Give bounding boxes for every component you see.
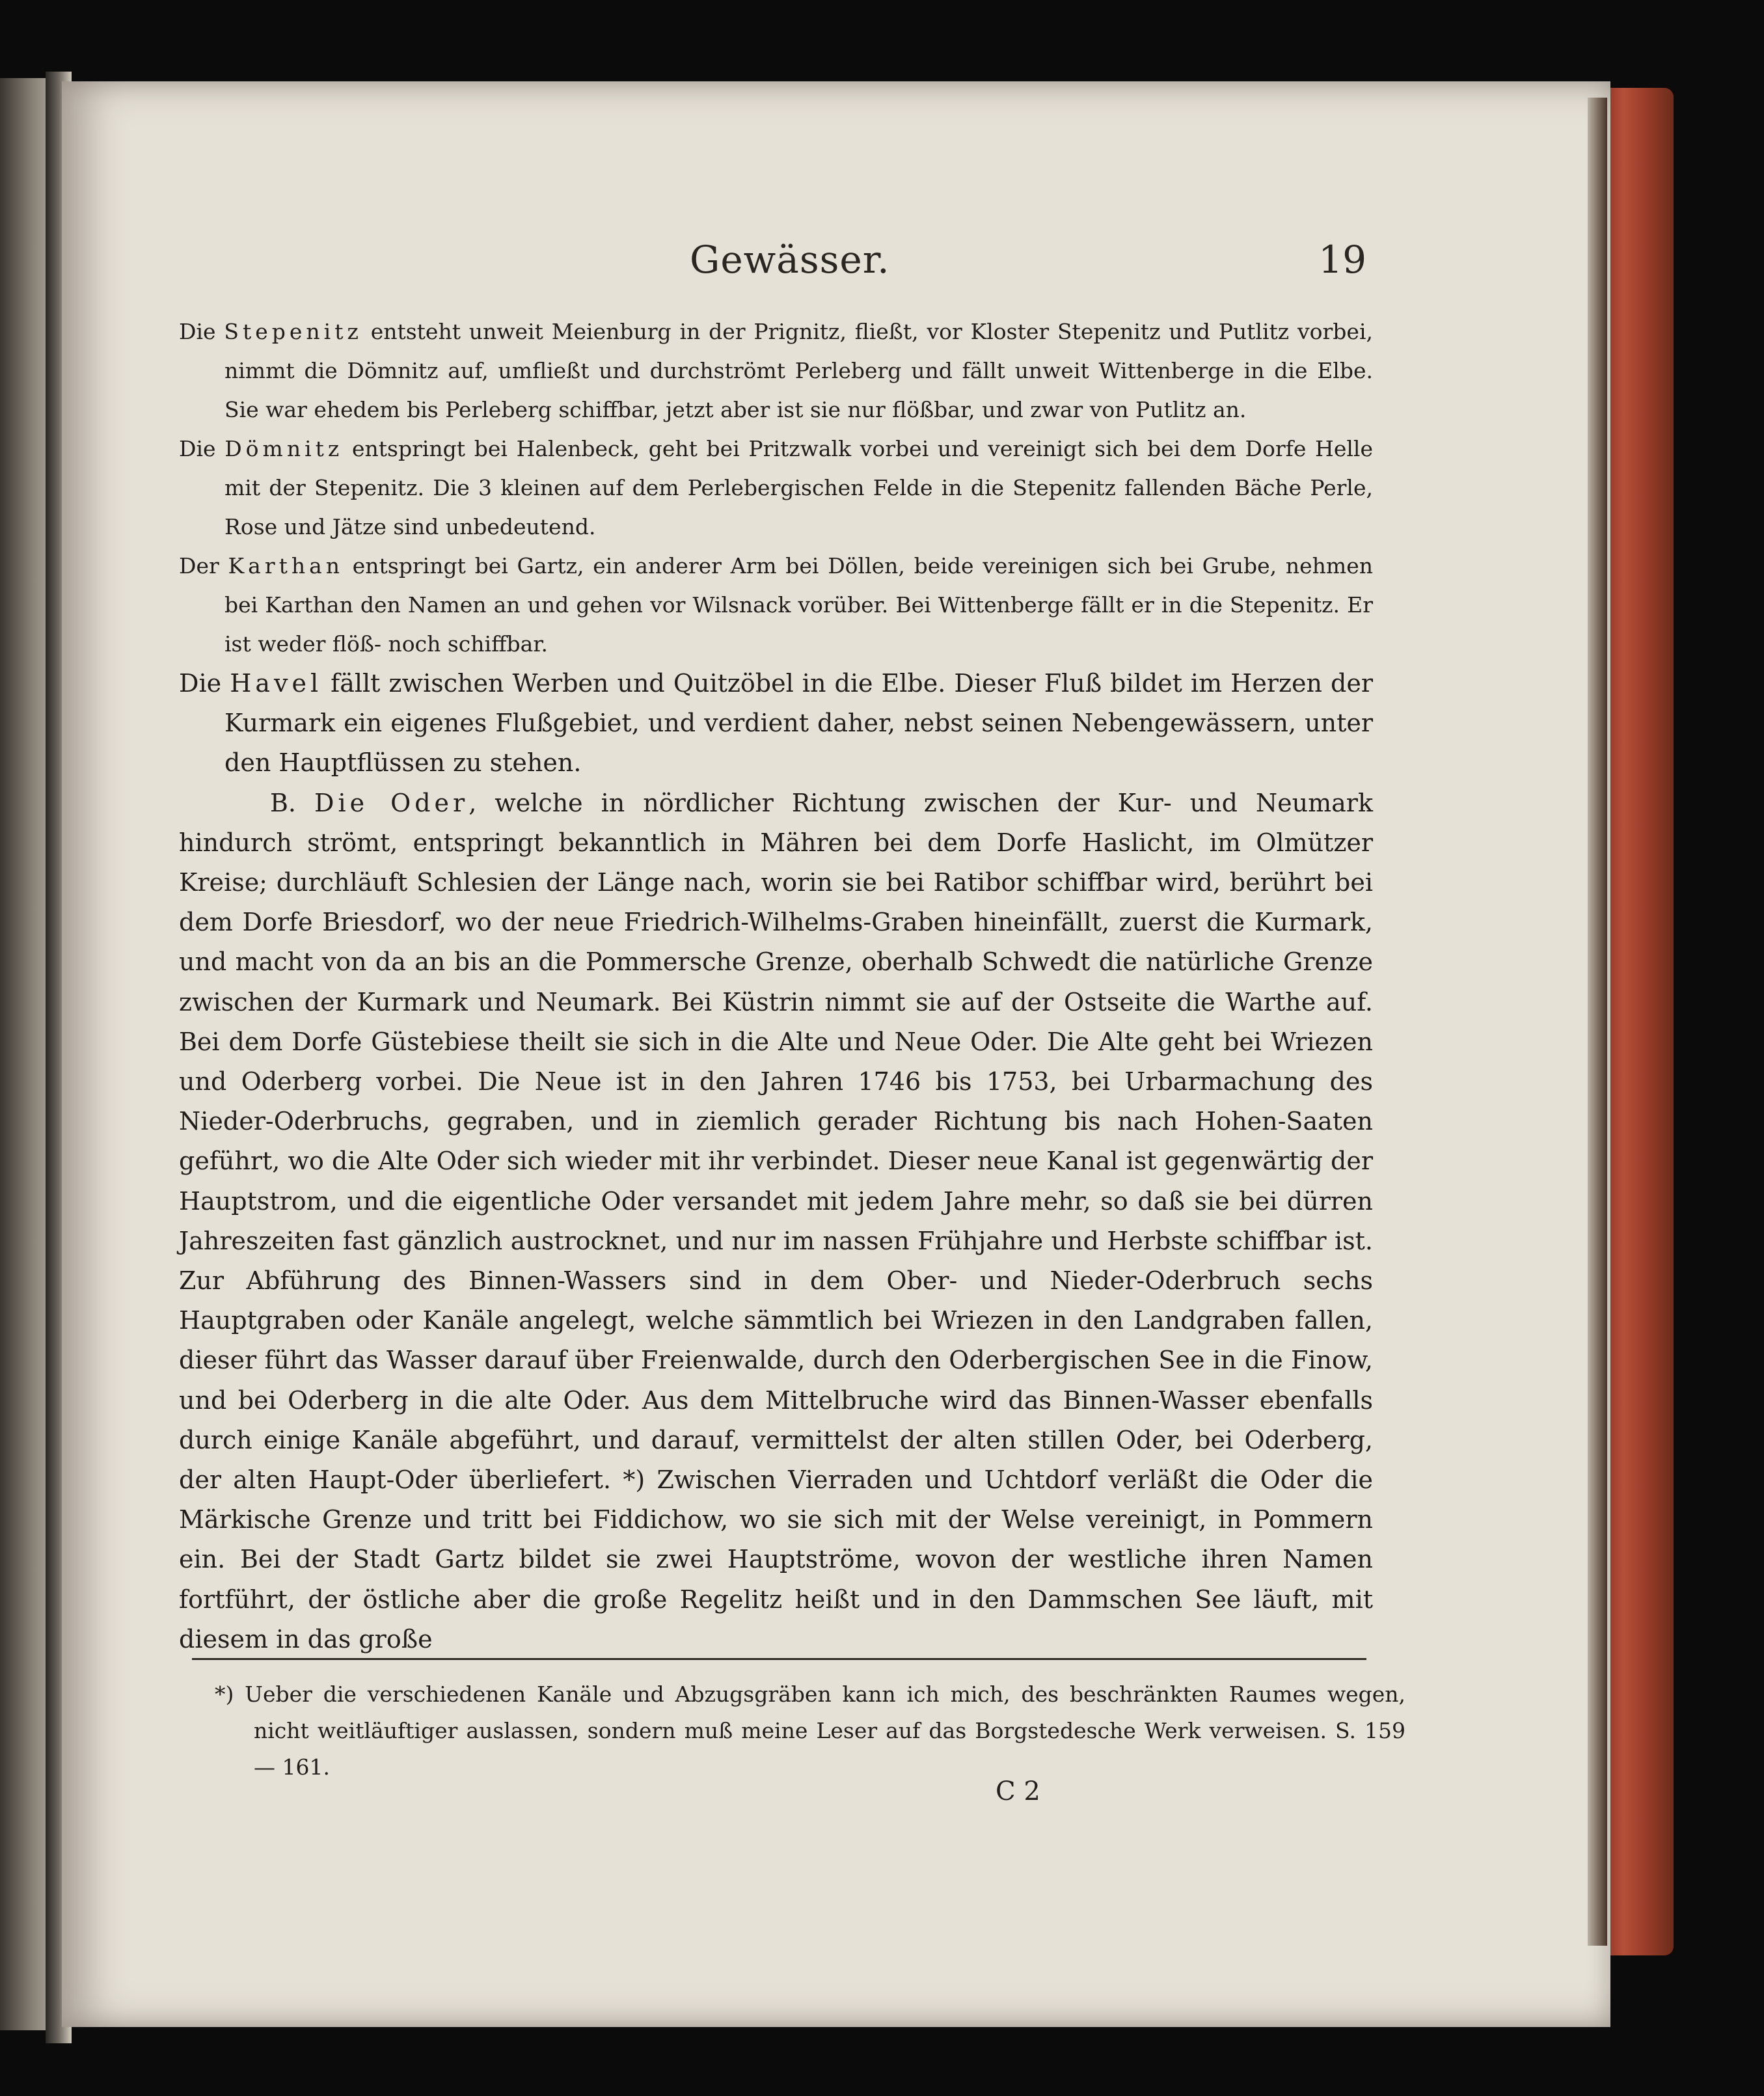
book-cover-edge (1602, 88, 1674, 1955)
paragraph-lead: Der (179, 553, 228, 578)
running-head: Gewässer. (690, 238, 890, 282)
paragraph-havel (179, 664, 1373, 783)
river-name: Stepenitz (224, 319, 362, 344)
river-name: Karthan (228, 553, 344, 578)
page-number: 19 (1318, 238, 1366, 282)
paragraph-stepenitz (179, 312, 1373, 429)
paragraph-doemnitz (179, 429, 1373, 547)
paragraph-text: entsteht unweit Meienburg in der Prignitz, fließt, vor Kloster Stepenitz und Putlitz vorbei, nimmt die Dömnitz auf, umfließt und durchströmt Perleberg und fällt unweit Wittenberge in die Elbe. Sie war ehedem bis Perleberg schiffbar, jetzt aber ist sie nur flößbar, und zwar von Putlitz an. (224, 319, 1373, 422)
paragraph-lead: Die (179, 669, 230, 698)
signature-mark: C 2 (996, 1776, 1040, 1806)
river-name: Havel (230, 669, 323, 698)
section-letter: B. (270, 788, 314, 817)
page-edge-shadow (1588, 98, 1607, 1946)
river-name: Die Oder (314, 788, 469, 817)
footnote: *) Ueber die verschiedenen Kanäle und Abzugsgräben kann ich mich, des beschränkten Raumes wegen, nicht weitläuftiger auslassen, sondern muß meine Leser auf das Borgstedesche Werk verweisen. S. 159 — 161. (215, 1681, 1405, 1780)
paragraph-oder (179, 783, 1373, 1659)
paragraph-lead: Die (179, 436, 225, 461)
paragraph-text: entspringt bei Halenbeck, geht bei Pritzwalk vorbei und vereinigt sich bei dem Dorfe Helle mit der Stepenitz. Die 3 kleinen auf dem Perlebergischen Felde in die Stepenitz fallenden Bäche Perle, Rose und Jätze sind unbedeutend. (224, 436, 1374, 539)
body-text (179, 312, 1373, 1659)
river-name: Dömnitz (224, 436, 344, 461)
paragraph-text: fällt zwischen Werben und Quitzöbel in die Elbe. Dieser Fluß bildet im Herzen der Kurmark ein eigenes Flußgebiet, und verdient daher, nebst seinen Nebengewässern, unter den Hauptflüssen zu stehen. (224, 669, 1374, 778)
paragraph-text: , welche in nördlicher Richtung zwischen der Kur- und Neumark hindurch strömt, entspringt bekanntlich in Mähren bei dem Dorfe Haslicht, im Olmützer Kreise; durchläuft Schlesien der Länge nach, worin sie bei Ratibor schiffbar wird, berührt bei dem Dorfe Briesdorf, wo der neue Friedrich-Wilhelms-Graben hineinfällt, zuerst die Kurmark, und macht von da an bis an die Pommersche Grenze, oberhalb Schwedt die natürliche Grenze zwischen der Kurmark und Neumark. Bei Küstrin nimmt sie auf der Ostseite die Warthe auf. Bei dem Dorfe Güstebiese theilt sie sich in die Alte und Neue Oder. Die Alte geht bei Wriezen und Oderberg vorbei. Die Neue ist in den Jahren 1746 bis 1753, bei Urbarmachung des Nieder-Oderbruchs, gegraben, und in ziemlich gerader Richtung bis nach Hohen-Saaten geführt, wo die Alte Oder sich wieder mit ihr verbindet. Dieser neue Kanal ist gegenwärtig der Hauptstrom, und die eigentliche Oder versandet mit jedem Jahre mehr, so daß sie bei dürren Jahreszeiten fast gänzlich austrocknet, und nur im nassen Frühjahre und Herbste schiffbar ist. Zur Abführung des Binnen-Wassers sind in dem Ober- und Nieder-Oderbruch sechs Hauptgraben oder Kanäle angelegt, welche sämmtlich bei Wriezen in den Landgraben fallen, dieser führt das Wasser darauf über Freienwalde, durch den Oderbergischen See in die Finow, und bei Oderberg in die alte Oder. Aus dem Mittelbruche wird das Binnen-Wasser ebenfalls durch einige Kanäle abgeführt, und darauf, vermittelst der alten stillen Oder, bei Oderberg, der alten Haupt-Oder überliefert. *) Zwischen Vierraden und Uchtdorf verläßt die Oder die Märkische Grenze und tritt bei Fiddichow, wo sie sich mit der Welse vereinigt, in Pommern ein. Bei der Stadt Gartz bildet sie zwei Hauptströme, wovon der westliche ihren Namen fortführt, der östliche aber die große Regelitz heißt und in den Dammschen See läuft, mit diesem in das große (179, 788, 1373, 1654)
paragraph-karthan (179, 547, 1373, 664)
paragraph-lead: Die (179, 319, 224, 344)
footnote-rule (192, 1658, 1366, 1660)
paragraph-text: entspringt bei Gartz, ein anderer Arm bei Döllen, beide vereinigen sich bei Grube, nehmen bei Karthan den Namen an und gehen vor Wilsnack vorüber. Bei Wittenberge fällt er in die Stepenitz. Er ist weder flöß- noch schiffbar. (224, 553, 1373, 657)
